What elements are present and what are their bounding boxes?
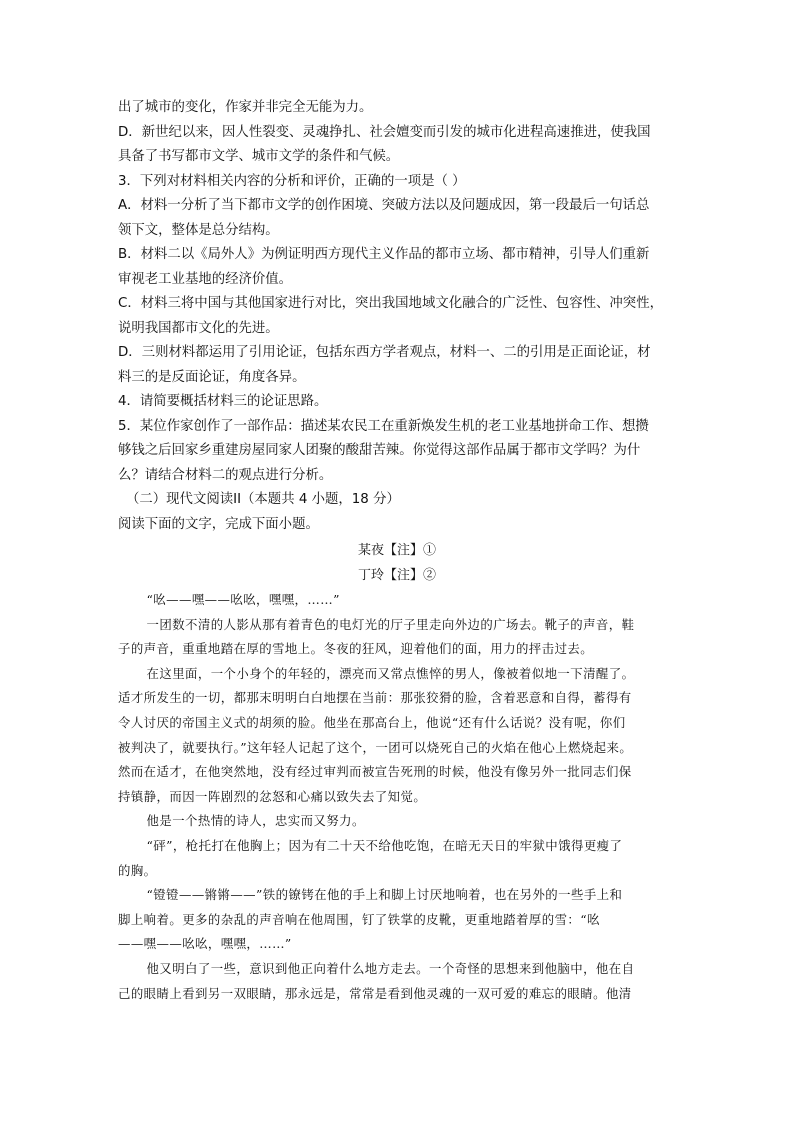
section-heading: （二）现代文阅读II（本题共 4 小题，18 分） (126, 492, 400, 507)
option-d-line: D．新世纪以来，因人性裂变、灵魂挣扎、社会嬗变而引发的城市化进程高速推进，使我国 (118, 124, 651, 140)
story-line: “砰”，枪托打在他胸上；因为有二十天不给他吃饱，在暗无天日的牢狱中饿得更瘦了 (146, 837, 623, 853)
story-line: 他是一个热情的诗人，忠实而又努力。 (146, 813, 365, 829)
text-line: 审视老工业基地的经济价值。 (118, 271, 293, 287)
text-line: 么？请结合材料二的观点进行分析。 (118, 467, 333, 483)
story-line: “镫镫——锵锵——”铁的镣铐在他的手上和脚上讨厌地响着，也在另外的一些手上和 (146, 887, 623, 903)
story-line: “吆——嘿——吆吆，嘿嘿，……” (146, 592, 340, 607)
story-line: 适才所发生的一切，都那末明明白白地摆在当前：那张狡猾的脸，含着恶意和自得，蓄得有 (118, 690, 632, 706)
story-line: 持镇静，而因一阵剧烈的忿怒和心痛以致失去了知觉。 (118, 788, 427, 804)
exam-page (118, 96, 676, 1006)
story-line: 令人讨厌的帝国主义式的胡须的脸。他坐在那高台上，他说“还有什么话说？没有呢，你们 (118, 714, 626, 730)
story-line: 脚上响着。更多的杂乱的声音响在他周围，钉了铁掌的皮靴，更重地踏着厚的雪：“吆 (118, 911, 600, 927)
text-line: 具备了书写都市文学、城市文学的条件和气候。 (118, 149, 400, 164)
story-line: 子的声音，重重地踏在厚的雪地上。冬夜的狂风，迎着他们的面，用力的抨击过去。 (118, 641, 594, 657)
story-line: 己的眼睛上看到另一双眼睛，那永远是，常常是看到他灵魂的一双可爱的难忘的眼睛。他清 (118, 985, 632, 1001)
text-line: 够钱之后回家乡重建房屋同家人团聚的酸甜苦辣。你觉得这部作品属于都市文学吗？为什 (118, 443, 641, 458)
questions-block (118, 96, 676, 488)
story-line: 被判决了，就要执行。”这年轻人记起了这个，一团可以烧死自己的火焰在他心上燃烧起来。 (118, 739, 633, 755)
option-d-line: D．三则材料都运用了引用论证，包括东西方学者观点，材料一、二的引用是正面论证，材 (118, 345, 651, 360)
story-line: ——嘿——吆吆，嘿嘿，……” (118, 936, 292, 952)
text-line: 料三的是反面论证，角度各异。 (118, 369, 306, 385)
story-line: 的胸。 (118, 862, 157, 878)
story-line: 然而在适才，在他突然地，没有经过审判而被宣告死刑的时候，他没有像另外一批同志们保 (118, 764, 632, 780)
text-line: 说明我国都市文化的先进。 (118, 320, 279, 336)
story-author: 丁玲【注】② (357, 567, 436, 583)
reading-instruction: 阅读下面的文字，完成下面小题。 (118, 516, 319, 532)
question-3: 3．下列对材料相关内容的分析和评价，正确的一项是（ ） (118, 173, 466, 189)
question-5: 5．某位作家创作了一部作品：描述某农民工在重新焕发生机的老工业基地拼命工作、想攒 (118, 418, 649, 434)
story-title: 某夜【注】① (357, 543, 436, 558)
option-b-line: B．材料二以《局外人》为例证明西方现代主义作品的都市立场、都市精神，引导人们重新 (118, 247, 650, 262)
story-line: 一团数不清的人影从那有着青色的电灯光的厅子里走向外边的广场去。靴子的声音，鞋 (146, 616, 635, 632)
story-body (118, 588, 676, 1006)
option-a-line: A．材料一分析了当下都市文学的创作困境、突破方法以及问题成因，第一段最后一句话总 (118, 198, 650, 213)
story-line: 在这里面，一个小身个的年轻的，漂亮而又常点憔悴的男人，像被着似地一下清醒了。 (146, 665, 635, 681)
story-line: 他又明白了一些，意识到他正向着什么地方走去。一个奇怪的思想来到他脑中，他在自 (146, 960, 635, 976)
option-c-line: C．材料三将中国与其他国家进行对比，突出我国地域文化融合的广泛性、包容性、冲突性， (118, 296, 663, 311)
text-line: 出了城市的变化，作家并非完全无能为力。 (118, 100, 373, 115)
question-4: 4．请简要概括材料三的论证思路。 (118, 394, 328, 409)
text-line: 领下文，整体是总分结构。 (118, 222, 279, 238)
